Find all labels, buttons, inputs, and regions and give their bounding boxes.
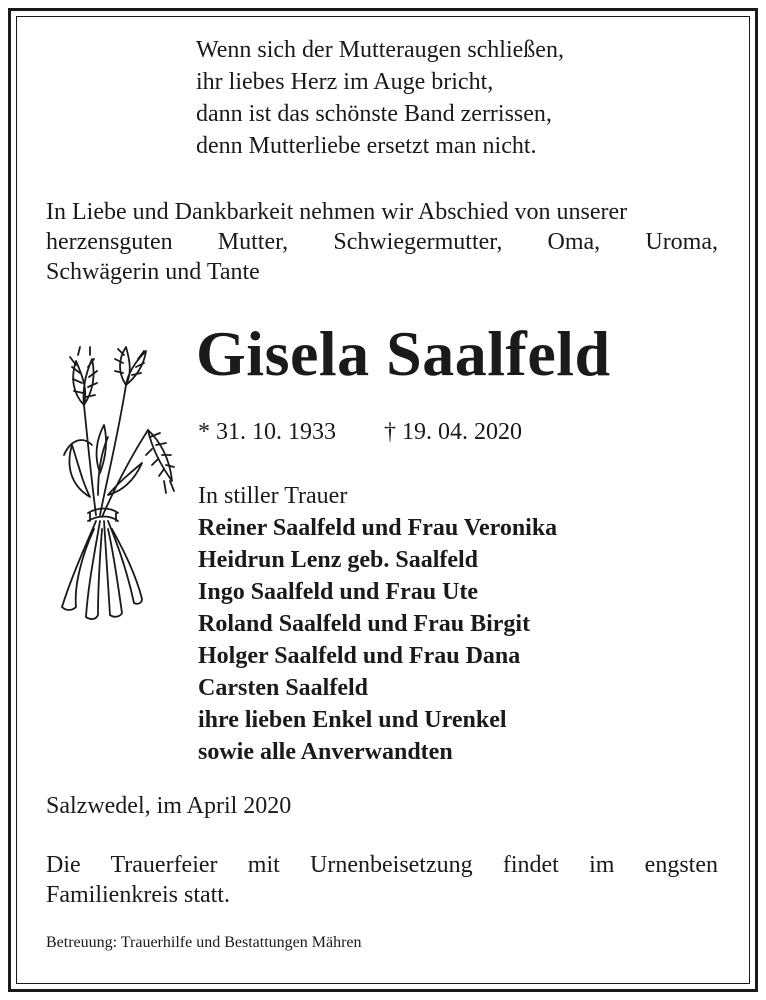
intro-line: In Liebe und Dankbarkeit nehmen wir Abschied von unserer bbox=[46, 199, 628, 225]
mourner-name: Holger Saalfeld und Frau Dana bbox=[198, 643, 521, 669]
wheat-bundle-icon bbox=[52, 345, 184, 625]
mourning-heading: In stiller Trauer bbox=[198, 483, 348, 509]
ceremony-line: Familienkreis statt. bbox=[46, 882, 230, 908]
mourner-name: Heidrun Lenz geb. Saalfeld bbox=[198, 547, 479, 573]
ceremony-note bbox=[46, 850, 718, 910]
intro-text bbox=[46, 197, 718, 287]
mourner-name: Ingo Saalfeld und Frau Ute bbox=[198, 579, 479, 605]
poem-line: denn Mutterliebe ersetzt man nicht. bbox=[196, 133, 537, 159]
poem-line: dann ist das schönste Band zerrissen, bbox=[196, 101, 552, 127]
poem-line: ihr liebes Herz im Auge bricht, bbox=[196, 69, 494, 95]
intro-line: herzensguten Mutter, Schwiegermutter, Oma, Uroma, bbox=[46, 229, 718, 255]
mourner-name: Roland Saalfeld und Frau Birgit bbox=[198, 611, 531, 637]
death-date: † 19. 04. 2020 bbox=[384, 419, 522, 445]
poem bbox=[196, 34, 564, 162]
funeral-service-credit: Betreuung: Trauerhilfe und Bestattungen Mähren bbox=[46, 934, 362, 951]
mourners-list bbox=[198, 480, 557, 768]
mourner-name: sowie alle Anverwandten bbox=[198, 739, 453, 765]
poem-line: Wenn sich der Mutteraugen schließen, bbox=[196, 37, 564, 63]
life-dates bbox=[198, 416, 522, 448]
birth-date: * 31. 10. 1933 bbox=[198, 419, 336, 445]
place-date: Salzwedel, im April 2020 bbox=[46, 793, 292, 819]
mourner-name: Reiner Saalfeld und Frau Veronika bbox=[198, 515, 558, 541]
mourner-name: Carsten Saalfeld bbox=[198, 675, 368, 701]
intro-line: Schwägerin und Tante bbox=[46, 259, 260, 285]
deceased-name: Gisela Saalfeld bbox=[196, 318, 611, 389]
ceremony-line: Die Trauerfeier mit Urnenbeisetzung findet im engsten bbox=[46, 852, 718, 878]
mourner-name: ihre lieben Enkel und Urenkel bbox=[198, 707, 507, 733]
